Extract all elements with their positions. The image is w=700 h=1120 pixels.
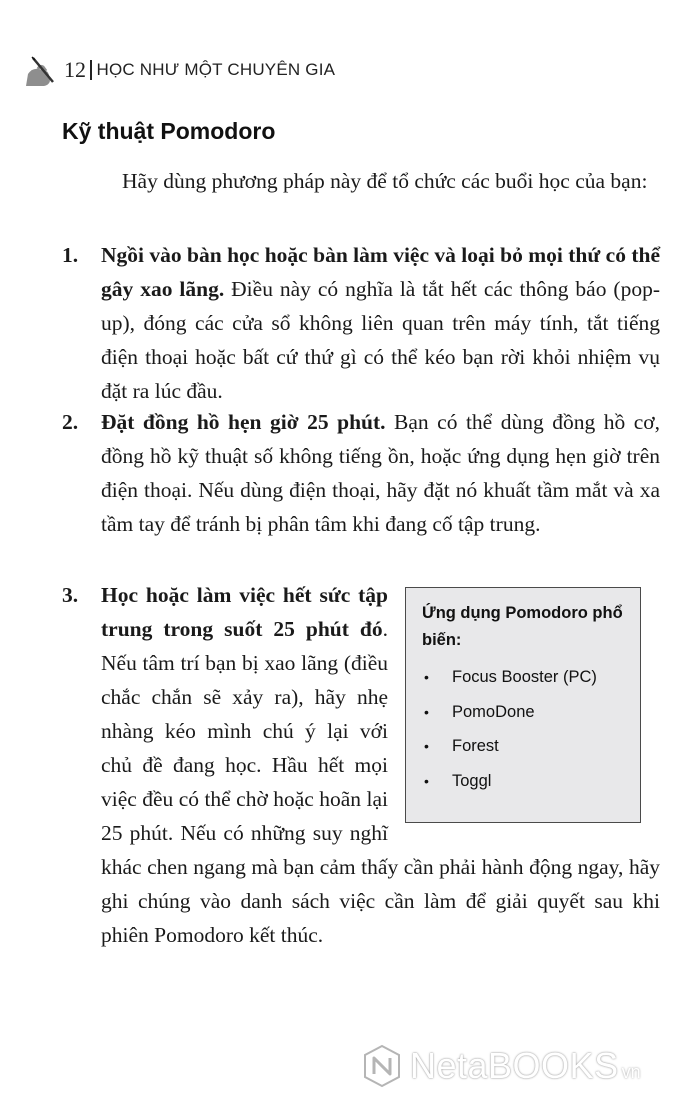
step-number: 2. (62, 410, 79, 434)
step-body: Bạn có thể dùng đồng hồ cơ, đồng hồ kỹ thuật số không tiếng ồn, hoặc ứng dụng hẹn giờ trên điện thoại. Nếu dùng điện thoại, hãy đặt nó khuất tầm mắt và xa tầm tay để tránh bị phân tâm khi đang cố tập trung. (101, 410, 660, 536)
bullet-icon: • (424, 772, 429, 789)
intro-paragraph: Hãy dùng phương pháp này để tổ chức các buổi học của bạn: (122, 169, 648, 193)
hand-writing-icon (24, 52, 60, 88)
step-text (101, 238, 660, 408)
step-bold-lead: Học hoặc làm việc hết sức tập trung trong suốt 25 phút đó (101, 583, 388, 641)
step-body: Điều này có nghĩa là tắt hết các thông báo (pop-up), đóng các cửa sổ không liên quan trên máy tính, tắt tiếng điện thoại hoặc bất cứ thứ gì có thể kéo bạn rời khỏi nhiệm vụ đặt ra lúc đầu. (101, 277, 660, 403)
netabooks-logo-icon (362, 1044, 402, 1088)
step-text (101, 405, 660, 541)
section-title: Kỹ thuật Pomodoro (62, 118, 276, 144)
step-bold-lead: Đặt đồng hồ hẹn giờ 25 phút. (101, 410, 386, 434)
running-header (24, 52, 335, 88)
bullet-icon: • (424, 738, 429, 754)
app-name: PomoDone (452, 702, 535, 721)
list-item (422, 764, 624, 799)
watermark-brand: NetaBOOKS (410, 1045, 619, 1086)
step-item (62, 405, 660, 541)
app-name: Forest (452, 737, 499, 755)
netabooks-watermark (362, 1044, 641, 1088)
bullet-icon: • (424, 703, 429, 720)
step-bold-lead: Ngồi vào bàn học hoặc bàn làm việc và loại bỏ mọi thứ có thể gây xao lãng. (101, 243, 660, 301)
page-number: 12 (64, 57, 86, 82)
step-number: 3. (62, 583, 79, 607)
pomodoro-apps-box (405, 587, 641, 823)
book-title: HỌC NHƯ MỘT CHUYÊN GIA (96, 60, 336, 79)
list-item (422, 660, 624, 695)
list-item (422, 729, 624, 764)
app-name: Toggl (452, 771, 492, 790)
list-item (422, 695, 624, 730)
header-separator (90, 60, 92, 80)
sidebox-title: Ứng dụng Pomodoro phổ biến: (422, 604, 623, 649)
step-item (62, 238, 660, 408)
watermark-suffix: vn (621, 1061, 641, 1082)
app-name: Focus Booster (PC) (452, 668, 597, 686)
bullet-icon: • (424, 669, 429, 685)
step-number: 1. (62, 243, 79, 267)
step-body: . Nếu tâm trí bạn bị xao lãng (điều chắc chắn sẽ xảy ra), hãy nhẹ nhàng kéo mình chú ý lại với chủ đề đang học. Hầu hết mọi việc đều có thể chờ hoặc hoãn lại 25 phút. Nếu có những suy nghĩ khác chen ngang mà bạn cảm thấy cần phải hành động ngay, hãy ghi chúng vào danh sách việc cần làm để giải quyết sau khi phiên Pomodoro kết thúc. (101, 617, 660, 947)
apps-list (422, 660, 624, 798)
